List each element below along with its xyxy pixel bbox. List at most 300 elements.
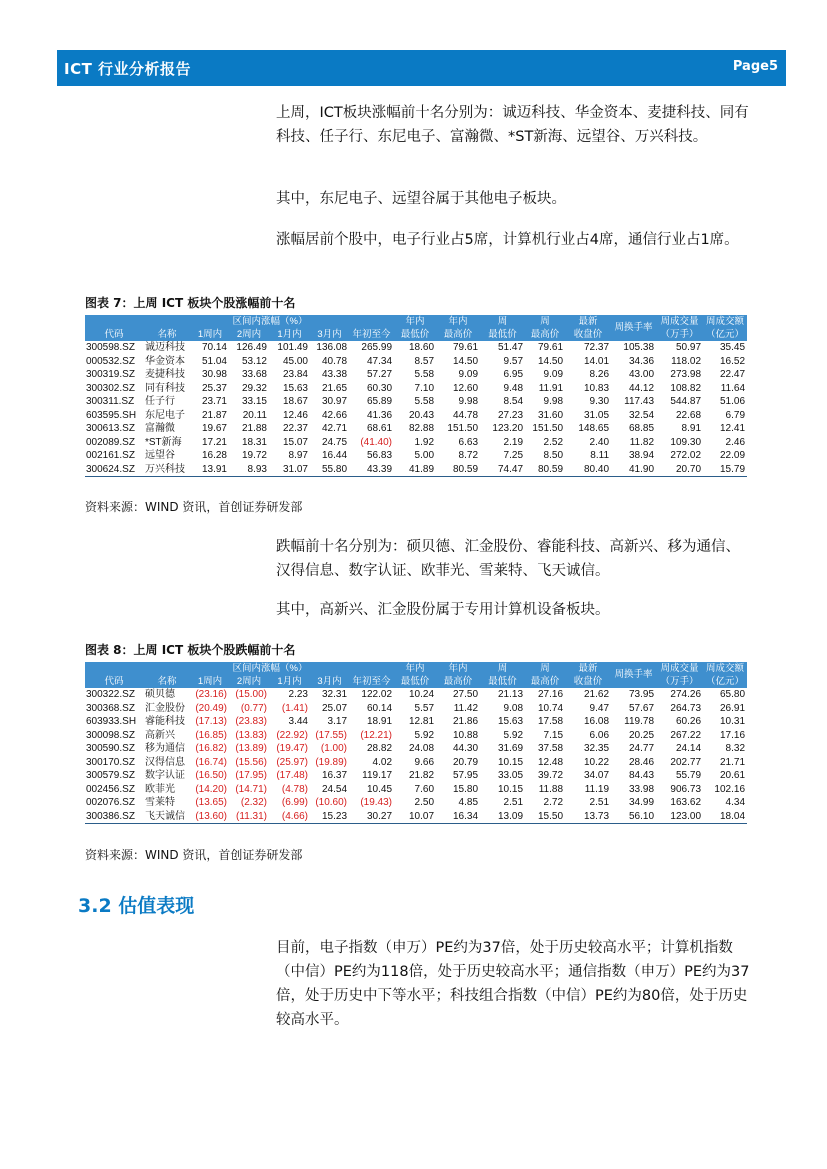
table-cell: 82.88 — [408, 423, 435, 435]
table-cell: 15.63 — [282, 382, 308, 394]
table-cell: 10.83 — [583, 382, 610, 394]
table-cell: 45.00 — [282, 355, 308, 367]
table-cell: 44.78 — [452, 409, 479, 421]
header-week-low-sub: 最低价 — [480, 675, 525, 688]
header-year-low: 年内 — [394, 315, 436, 328]
table-cell: 273.98 — [670, 369, 702, 381]
table-cell: 21.65 — [321, 382, 348, 394]
table-cell: 24.14 — [675, 743, 702, 755]
table-cell: 123.00 — [656, 810, 703, 824]
header-range-group: 区间内涨幅（%） — [191, 315, 349, 328]
stock-code: 300170.SZ — [86, 756, 135, 768]
table-cell: 1.92 — [414, 436, 435, 448]
stock-code: 300311.SZ — [86, 396, 135, 408]
table-cell: 57.67 — [628, 702, 655, 714]
header-year-high-sub: 最高价 — [436, 675, 480, 688]
table-cell: 43.38 — [321, 369, 348, 381]
table-cell: 27.50 — [452, 689, 479, 701]
stock-name: 雪莱特 — [145, 797, 175, 809]
table-cell: 12.81 — [408, 716, 435, 728]
stock-code: 300368.SZ — [86, 702, 135, 714]
table-cell: 21.82 — [408, 770, 435, 782]
table-cell: 21.88 — [241, 423, 267, 435]
table-cell: 151.50 — [532, 423, 564, 435]
table-cell: (13.60) — [191, 810, 229, 824]
table-cell: 65.89 — [366, 396, 393, 408]
table-cell: 11.42 — [453, 702, 479, 714]
table-cell: (11.31) — [229, 810, 269, 824]
table-cell: 202.77 — [670, 756, 702, 768]
table-cell: 19.67 — [201, 423, 227, 435]
table-cell: (6.99) — [281, 797, 308, 809]
table-cell: 12.60 — [452, 382, 479, 394]
table-cell: 123.20 — [492, 423, 524, 435]
table-cell: 50.97 — [675, 342, 702, 354]
table-cell: 15.07 — [282, 436, 308, 448]
header-amount: 周成交额 — [703, 315, 747, 328]
stock-name: *ST新海 — [145, 436, 182, 448]
header-1w: 1周内 — [191, 675, 229, 688]
table-cell: 15.23 — [310, 810, 349, 824]
table-cell: 2.40 — [589, 436, 610, 448]
table-cell: 27.16 — [537, 689, 564, 701]
table-cell: (15.56) — [235, 756, 267, 768]
table-cell: 7.10 — [414, 382, 435, 394]
table-cell: 3.44 — [288, 716, 308, 728]
table-cell: 21.71 — [719, 756, 746, 768]
table-cell: 41.90 — [611, 463, 656, 477]
table-cell: 2.52 — [543, 436, 564, 448]
table-cell: 126.49 — [236, 342, 267, 354]
table-cell: 15.79 — [703, 463, 747, 477]
table-cell: 84.43 — [628, 770, 655, 782]
table-row — [85, 368, 747, 382]
table-cell: (13.83) — [235, 729, 267, 741]
table-cell: 10.45 — [366, 783, 393, 795]
table-cell: 9.66 — [414, 756, 435, 768]
table-row — [85, 769, 747, 783]
table-cell: 30.27 — [349, 810, 394, 824]
header-bar — [57, 50, 786, 86]
table-cell: 2.51 — [503, 797, 524, 809]
stock-name: 飞天诚信 — [143, 810, 191, 824]
table-cell: 56.10 — [611, 810, 656, 824]
table-row — [85, 688, 747, 702]
header-year-low-sub: 最低价 — [394, 675, 436, 688]
table-cell: 22.47 — [719, 369, 746, 381]
table-cell: 42.66 — [321, 409, 348, 421]
page-number: Page5 — [732, 59, 778, 74]
table-cell: 39.72 — [537, 770, 564, 782]
header-2w: 2周内 — [229, 675, 269, 688]
table-cell: 23.71 — [201, 396, 227, 408]
table-cell: 7.15 — [543, 729, 564, 741]
table-cell: 6.63 — [458, 436, 479, 448]
table-cell: 14.01 — [583, 355, 610, 367]
table-cell: (4.78) — [281, 783, 308, 795]
table-cell: 16.34 — [436, 810, 480, 824]
table-cell: 32.54 — [628, 409, 655, 421]
table-cell: 17.58 — [537, 716, 564, 728]
mid-paragraph-2: 其中，高新兴、汇金股份属于专用计算机设备板块。 — [276, 602, 610, 618]
table-cell: 6.06 — [589, 729, 610, 741]
table-cell: (12.21) — [360, 729, 393, 741]
table-cell: 25.07 — [321, 702, 348, 714]
table-cell: 23.84 — [282, 369, 308, 381]
table-cell: 10.15 — [497, 756, 524, 768]
table-cell: 56.83 — [366, 450, 393, 462]
stock-code: 300322.SZ — [86, 689, 135, 701]
table-cell: 15.63 — [497, 716, 524, 728]
table-cell: 4.34 — [725, 797, 746, 809]
table-row — [85, 436, 747, 450]
table-cell: 10.31 — [719, 716, 746, 728]
table-cell: (17.55) — [315, 729, 348, 741]
table-row — [85, 355, 747, 369]
table-cell: 22.68 — [675, 409, 702, 421]
table-row — [85, 783, 747, 797]
table-cell: 38.94 — [628, 450, 655, 462]
table-cell: 8.26 — [589, 369, 610, 381]
table-cell: 151.50 — [447, 423, 479, 435]
header-ytd: 年初至今 — [349, 675, 394, 688]
header-week-low: 周 — [480, 315, 525, 328]
table-cell: 2.72 — [543, 797, 564, 809]
table2-source: 资料来源：WIND 资讯，首创证券研发部 — [85, 848, 303, 862]
header-name: 名称 — [143, 675, 191, 688]
table-cell: 11.88 — [538, 783, 564, 795]
header-volume-sub: （万手） — [656, 328, 703, 341]
table-cell: (17.95) — [235, 770, 267, 782]
table-cell: 272.02 — [670, 450, 702, 462]
table-cell: (16.74) — [195, 756, 227, 768]
table-cell: 9.48 — [503, 382, 524, 394]
stock-name: 同有科技 — [145, 382, 185, 394]
table-cell: (0.77) — [240, 702, 267, 714]
table-cell: 24.08 — [408, 743, 435, 755]
table-cell: 18.04 — [703, 810, 747, 824]
table-cell: 6.79 — [725, 409, 746, 421]
table-cell: 18.91 — [366, 716, 393, 728]
header-week-low-sub: 最低价 — [480, 328, 525, 341]
header-close-sub: 收盘价 — [565, 675, 611, 688]
table-cell: (16.82) — [195, 743, 227, 755]
table-cell: 15.50 — [525, 810, 565, 824]
table-cell: 33.68 — [241, 369, 267, 381]
table-cell: 24.75 — [321, 436, 348, 448]
header-week-high-sub: 最高价 — [525, 675, 565, 688]
table-cell: 16.28 — [201, 450, 227, 462]
table-cell: 2.19 — [503, 436, 524, 448]
table-cell: 544.87 — [670, 396, 702, 408]
table-cell: 20.43 — [408, 409, 435, 421]
table-cell: (20.49) — [195, 702, 227, 714]
table-cell: 41.89 — [394, 463, 436, 477]
stock-name: 数字认证 — [145, 770, 185, 782]
table-cell: 44.30 — [452, 743, 479, 755]
stock-name: 富瀚微 — [145, 423, 175, 435]
header-3m: 3月内 — [310, 328, 349, 341]
table-cell: 24.54 — [321, 783, 348, 795]
table-cell: (23.16) — [195, 689, 227, 701]
table-cell: 2.23 — [288, 689, 308, 701]
header-amount-sub: （亿元） — [703, 328, 747, 341]
stock-name: 诚迈科技 — [145, 342, 185, 354]
table-cell: (1.41) — [281, 702, 308, 714]
stock-code: 002161.SZ — [86, 450, 135, 462]
stock-code: 300098.SZ — [86, 729, 135, 741]
stock-name: 高新兴 — [145, 729, 175, 741]
mid-paragraph-1: 跌幅前十名分别为：硕贝德、汇金股份、睿能科技、高新兴、移为通信、汉得信息、数字认证、欧菲光、雪莱特、飞天诚信。 — [276, 539, 740, 579]
table-cell: 27.23 — [497, 409, 524, 421]
table-row — [85, 382, 747, 396]
table-cell: 9.47 — [589, 702, 610, 714]
table-cell: 5.58 — [414, 396, 435, 408]
table-cell: 108.82 — [670, 382, 702, 394]
table-cell: 265.99 — [361, 342, 393, 354]
header-year-high: 年内 — [436, 662, 480, 675]
table-row — [85, 463, 747, 477]
table-cell: 9.30 — [589, 396, 610, 408]
table-cell: 4.02 — [372, 756, 393, 768]
header-2w: 2周内 — [229, 328, 269, 341]
stock-name: 硕贝德 — [145, 689, 175, 701]
stock-code: 300624.SZ — [85, 463, 143, 477]
stock-code: 000532.SZ — [86, 355, 135, 367]
table-row — [85, 422, 747, 436]
table-cell: 906.73 — [670, 783, 702, 795]
header-week-high-sub: 最高价 — [525, 328, 565, 341]
table-cell: 11.64 — [720, 382, 746, 394]
table-cell: 10.07 — [394, 810, 436, 824]
table-cell: 30.97 — [321, 396, 348, 408]
table-cell: (19.43) — [360, 797, 393, 809]
section-paragraph: 目前，电子指数（申万）PE约为37倍，处于历史较高水平；计算机指数（中信）PE约为118倍，处于历史较高水平；通信指数（申万）PE约为37倍，处于历史中下等水平；科技组合指数（中信）PE约为80倍，处于历史较高水平。 — [276, 940, 750, 1028]
table-cell: 22.09 — [719, 450, 746, 462]
header-code: 代码 — [85, 328, 143, 341]
stock-code: 300598.SZ — [86, 342, 135, 354]
table-cell: 28.46 — [628, 756, 655, 768]
stock-name: 汉得信息 — [145, 756, 185, 768]
stock-code: 603933.SH — [86, 716, 137, 728]
header-week-high: 周 — [525, 662, 565, 675]
table1-source: 资料来源：WIND 资讯，首创证券研发部 — [85, 500, 303, 514]
table-cell: 14.50 — [537, 355, 564, 367]
table-cell: 118.02 — [671, 355, 702, 367]
header-amount-sub: （亿元） — [703, 675, 747, 688]
table-cell: (17.48) — [276, 770, 308, 782]
table-cell: 7.25 — [503, 450, 524, 462]
table-cell: 40.78 — [321, 355, 348, 367]
table-row — [85, 395, 747, 409]
table-cell: 24.77 — [628, 743, 655, 755]
table-cell: 20.61 — [719, 770, 746, 782]
table-cell: 11.82 — [629, 436, 655, 448]
intro-paragraph-2: 其中，东尼电子、远望谷属于其他电子板块。 — [276, 191, 566, 207]
table-cell: 102.16 — [714, 783, 746, 795]
table-row — [85, 702, 747, 716]
table-cell: 28.82 — [366, 743, 393, 755]
table-cell: 12.48 — [537, 756, 564, 768]
table-cell: 51.47 — [497, 342, 524, 354]
stock-name: 睿能科技 — [145, 716, 185, 728]
gainers-table — [85, 315, 747, 477]
header-code: 代码 — [85, 675, 143, 688]
table-cell: 73.95 — [628, 689, 655, 701]
table-cell: 33.98 — [628, 783, 655, 795]
header-close: 最新 — [565, 662, 611, 675]
table-cell: 34.07 — [583, 770, 610, 782]
table-row — [85, 715, 747, 729]
table-cell: 32.31 — [321, 689, 348, 701]
table-cell: 68.85 — [628, 423, 655, 435]
table-cell: 60.26 — [675, 716, 702, 728]
stock-code: 300590.SZ — [86, 743, 135, 755]
table-cell: (4.66) — [269, 810, 310, 824]
table-cell: 57.95 — [452, 770, 479, 782]
gainers-table-body — [85, 341, 747, 477]
stock-code: 300386.SZ — [85, 810, 143, 824]
table-cell: 21.87 — [201, 409, 227, 421]
table-cell: (16.50) — [195, 770, 227, 782]
table-cell: 13.09 — [480, 810, 525, 824]
table-cell: 80.59 — [436, 463, 480, 477]
table-cell: (19.89) — [315, 756, 348, 768]
table-cell: 21.86 — [452, 716, 479, 728]
table-cell: 8.97 — [288, 450, 308, 462]
table-cell: (25.97) — [276, 756, 308, 768]
table-cell: 44.12 — [628, 382, 655, 394]
table-cell: 12.46 — [282, 409, 308, 421]
table-cell: 5.00 — [414, 450, 435, 462]
header-close-sub: 收盘价 — [565, 328, 611, 341]
table-cell: 8.72 — [458, 450, 479, 462]
table-cell: 55.79 — [675, 770, 702, 782]
table-cell: 148.65 — [578, 423, 610, 435]
table-row — [85, 796, 747, 810]
table-cell: 5.92 — [414, 729, 435, 741]
stock-name: 远望谷 — [145, 450, 175, 462]
table-cell: 41.36 — [366, 409, 393, 421]
table-cell: 47.34 — [366, 355, 393, 367]
stock-name: 任子行 — [145, 396, 175, 408]
table-cell: 9.57 — [503, 355, 524, 367]
table-cell: 30.98 — [201, 369, 227, 381]
table-cell: 65.80 — [719, 689, 746, 701]
table-cell: 101.49 — [277, 342, 308, 354]
table-cell: 31.69 — [497, 743, 524, 755]
stock-name: 欧菲光 — [145, 783, 175, 795]
header-amount: 周成交额 — [703, 662, 747, 675]
table-cell: 11.91 — [538, 382, 564, 394]
table-cell: 68.61 — [366, 423, 393, 435]
table-row — [85, 810, 747, 824]
table-cell: 16.08 — [583, 716, 610, 728]
stock-name: 麦捷科技 — [145, 369, 185, 381]
table-row — [85, 729, 747, 743]
table-cell: (23.83) — [235, 716, 267, 728]
header-year-low-sub: 最低价 — [394, 328, 436, 341]
table-cell: 8.57 — [414, 355, 435, 367]
header-name: 名称 — [143, 328, 191, 341]
table-cell: 13.91 — [191, 463, 229, 477]
header-year-high: 年内 — [436, 315, 480, 328]
table-cell: 2.51 — [589, 797, 610, 809]
table-cell: 9.98 — [543, 396, 564, 408]
table-cell: (13.89) — [235, 743, 267, 755]
table-cell: 8.91 — [681, 423, 702, 435]
header-volume: 周成交量 — [656, 315, 703, 328]
table-cell: (17.13) — [195, 716, 227, 728]
table-cell: 79.61 — [537, 342, 564, 354]
table-cell: 34.99 — [628, 797, 655, 809]
table-cell: 32.35 — [583, 743, 610, 755]
table-row — [85, 409, 747, 423]
table-cell: (10.60) — [315, 797, 348, 809]
header-close: 最新 — [565, 315, 611, 328]
table-cell: 163.62 — [670, 797, 702, 809]
table-cell: 109.30 — [670, 436, 702, 448]
table-cell: (15.00) — [235, 689, 267, 701]
table-cell: (41.40) — [360, 436, 393, 448]
table-row — [85, 341, 747, 355]
stock-code: 603595.SH — [86, 409, 137, 421]
table-cell: 9.08 — [503, 702, 524, 714]
table-cell: 55.80 — [310, 463, 349, 477]
table-cell: 74.47 — [480, 463, 525, 477]
table-cell: 5.92 — [503, 729, 524, 741]
table-cell: 8.54 — [503, 396, 524, 408]
table-cell: 16.37 — [321, 770, 348, 782]
table-cell: 10.74 — [537, 702, 564, 714]
table-cell: 22.37 — [282, 423, 308, 435]
table2-caption: 图表 8：上周 ICT 板块个股跌幅前十名 — [85, 643, 296, 657]
table-cell: 8.11 — [590, 450, 610, 462]
stock-code: 300579.SZ — [86, 770, 135, 782]
table-cell: 25.37 — [201, 382, 227, 394]
header-3m: 3月内 — [310, 675, 349, 688]
header-week-high: 周 — [525, 315, 565, 328]
table-cell: 34.36 — [628, 355, 655, 367]
stock-code: 300302.SZ — [86, 382, 135, 394]
table-cell: 43.00 — [628, 369, 655, 381]
table-cell: 11.19 — [584, 783, 610, 795]
table-row — [85, 449, 747, 463]
table-cell: 8.93 — [229, 463, 269, 477]
table-cell: 21.13 — [497, 689, 524, 701]
stock-name: 东尼电子 — [145, 409, 185, 421]
table-cell: 9.98 — [458, 396, 479, 408]
table-cell: 57.27 — [366, 369, 393, 381]
table-cell: 4.85 — [458, 797, 479, 809]
table-cell: 35.45 — [719, 342, 746, 354]
table-cell: 60.14 — [366, 702, 393, 714]
table-cell: 53.12 — [241, 355, 267, 367]
header-turnover: 周换手率 — [611, 662, 656, 688]
table-cell: 119.78 — [624, 716, 655, 728]
table-cell: 10.24 — [408, 689, 435, 701]
table-cell: 20.25 — [628, 729, 655, 741]
table-cell: 9.09 — [543, 369, 564, 381]
header-year-high-sub: 最高价 — [436, 328, 480, 341]
table-cell: 37.58 — [537, 743, 564, 755]
table-cell: 79.61 — [452, 342, 479, 354]
losers-table — [85, 662, 747, 824]
table-cell: 2.46 — [725, 436, 746, 448]
table-cell: 8.32 — [725, 743, 746, 755]
table-cell: 26.91 — [719, 702, 746, 714]
table-cell: (14.71) — [235, 783, 267, 795]
